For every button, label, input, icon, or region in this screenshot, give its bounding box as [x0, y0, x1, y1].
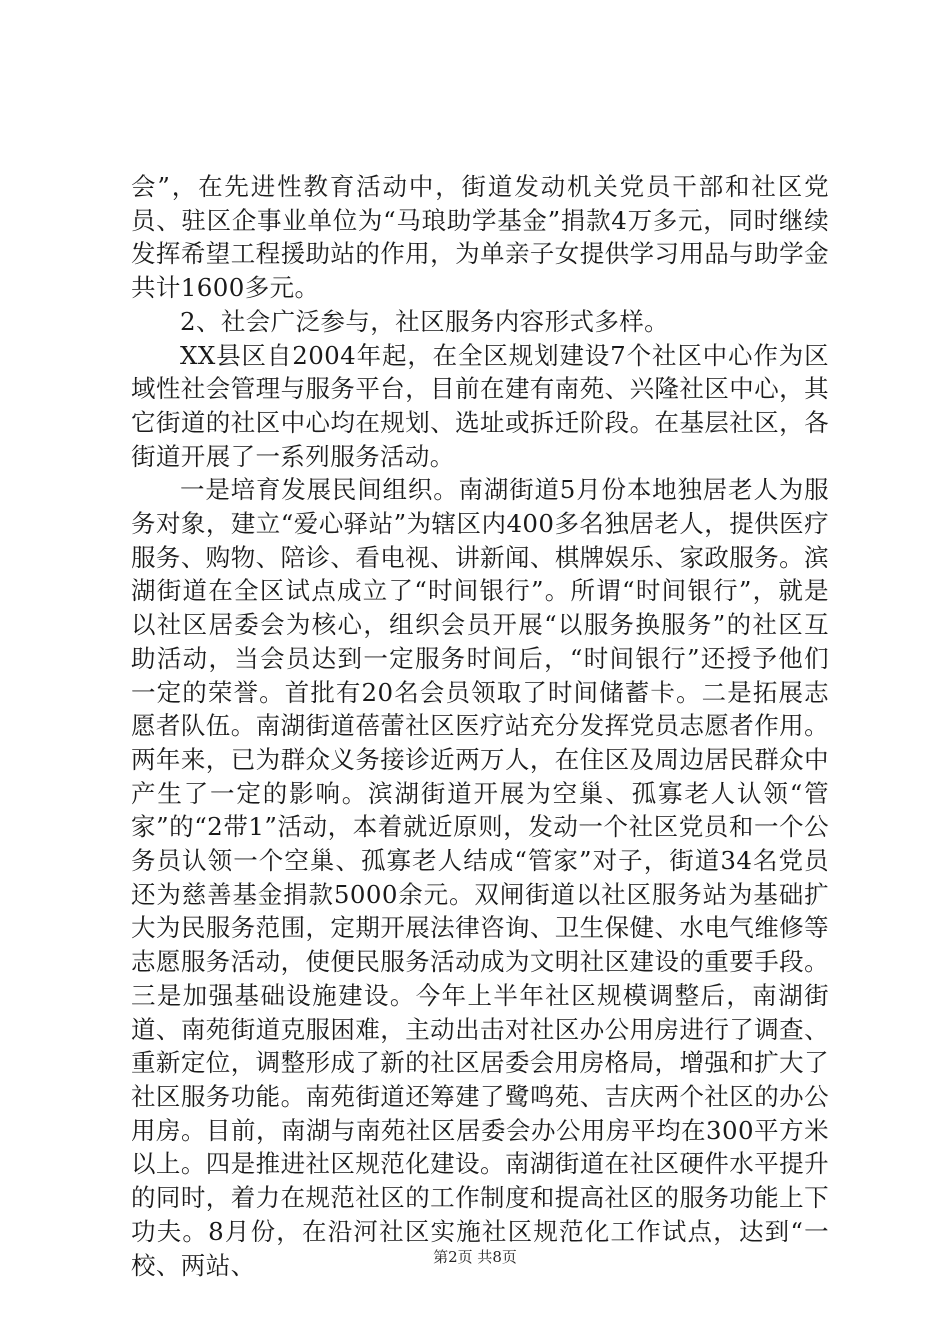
page-footer: 第2页 共8页 [433, 1248, 517, 1266]
paragraph-2: 2、社会广泛参与，社区服务内容形式多样。 [180, 306, 670, 336]
paragraph-1: 会”，在先进性教育活动中，街道发动机关党员干部和社区党员、驻区企事业单位为“马琅助学基金”捐款4万多元，同时继续发挥希望工程援助站的作用，为单亲子女提供学习用品与助学金共计1600多元。 [131, 172, 829, 303]
paragraph-3: XX县区自2004年起，在全区规划建设7个社区中心作为区域性社会管理与服务平台，目前在建有南苑、兴隆社区中心，其它街道的社区中心均在规划、选址或拆迁阶段。在基层社区，各街道开展了一系列服务活动。 [131, 340, 829, 471]
document-body [131, 170, 829, 1282]
paragraph-4: 一是培育发展民间组织。南湖街道5月份本地独居老人为服务对象，建立“爱心驿站”为辖区内400多名独居老人，提供医疗服务、购物、陪诊、看电视、讲新闻、棋牌娱乐、家政服务。滨湖街道在全区试点成立了“时间银行”。所谓“时间银行”，就是以社区居委会为核心，组织会员开展“以服务换服务”的社区互助活动，当会员达到一定服务时间后，“时间银行”还授予他们一定的荣誉。首批有20名会员领取了时间储蓄卡。二是拓展志愿者队伍。南湖街道蓓蕾社区医疗站充分发挥党员志愿者作用。两年来，已为群众义务接诊近两万人，在住区及周边居民群众中产生了一定的影响。滨湖街道开展为空巢、孤寡老人认领“管家”的“2带1”活动，本着就近原则，发动一个社区党员和一个公务员认领一个空巢、孤寡老人结成“管家”对子，街道34名党员还为慈善基金捐款5000余元。双闸街道以社区服务站为基础扩大为民服务范围，定期开展法律咨询、卫生保健、水电气维修等志愿服务活动，使便民服务活动成为文明社区建设的重要手段。三是加强基础设施建设。今年上半年社区规模调整后，南湖街道、南苑街道克服困难，主动出击对社区办公用房进行了调查、重新定位，调整形成了新的社区居委会用房格局，增强和扩大了社区服务功能。南苑街道还筹建了鹭鸣苑、吉庆两个社区的办公用房。目前，南湖与南苑社区居委会办公用房平均在300平方米以上。四是推进社区规范化建设。南湖街道在社区硬件水平提升的同时，着力在规范社区的工作制度和提高社区的服务功能上下功夫。8月份，在沿河社区实施社区规范化工作试点，达到“一校、两站、 [131, 475, 829, 1280]
